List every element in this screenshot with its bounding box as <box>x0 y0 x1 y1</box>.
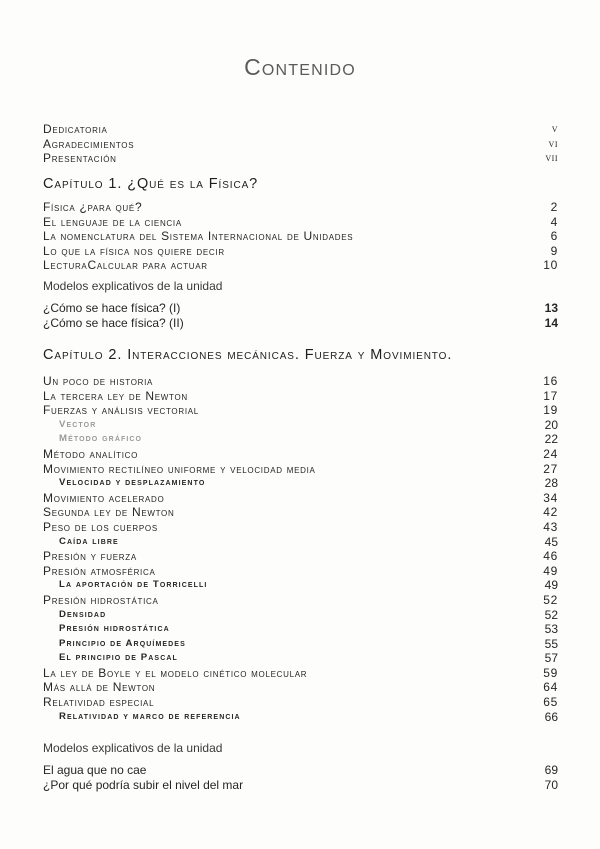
chapter-2-heading: Capítulo 2. Interacciones mecánicas. Fuerza y Movimiento. <box>43 347 453 363</box>
toc-subentry[interactable] <box>43 608 558 623</box>
toc-entry-page: 70 <box>544 777 558 792</box>
toc-subentry[interactable] <box>43 535 558 550</box>
toc-subentry[interactable] <box>43 578 558 593</box>
toc-entry[interactable] <box>43 258 558 273</box>
chapter-2-models-list <box>43 763 558 792</box>
toc-entry-label: Presión y fuerza <box>43 549 137 564</box>
toc-subentry[interactable] <box>43 476 558 491</box>
toc-entry-label: Vector <box>59 418 97 430</box>
toc-entry-page: 2 <box>550 200 558 214</box>
toc-subentry[interactable] <box>43 637 558 652</box>
toc-entry[interactable] <box>43 549 558 564</box>
toc-entry-page: 53 <box>544 622 558 637</box>
toc-entry-label: Peso de los cuerpos <box>43 519 158 534</box>
toc-entry-page: 34 <box>543 490 558 505</box>
toc-subentry[interactable] <box>43 710 558 725</box>
toc-subentry[interactable] <box>43 622 558 637</box>
toc-entry-label: Presión hidrostática <box>59 623 170 635</box>
toc-entry-page: 24 <box>543 446 558 461</box>
toc-entry-page: 14 <box>544 315 558 330</box>
toc-entry-page: 28 <box>544 476 558 491</box>
toc-entry-page: 22 <box>544 432 558 447</box>
toc-entry-label: La nomenclatura del Sistema Internacional de Unidades <box>43 229 354 244</box>
toc-entry-page: 55 <box>544 636 558 651</box>
toc-entry[interactable] <box>43 666 558 681</box>
toc-entry-page: vii <box>545 152 558 165</box>
toc-entry-label: Presión atmosférica <box>43 563 156 578</box>
toc-entry-page: 20 <box>544 417 558 432</box>
models-heading: Modelos explicativos de la unidad <box>43 741 223 755</box>
toc-entry[interactable] <box>43 778 558 793</box>
toc-entry[interactable] <box>43 505 558 520</box>
toc-entry-label: Método analítico <box>43 446 139 461</box>
toc-entry-page: 46 <box>543 549 558 564</box>
toc-entry[interactable] <box>43 301 558 316</box>
toc-entry-page: 17 <box>543 388 558 403</box>
toc-entry-page: 49 <box>544 578 558 593</box>
chapter-2-list <box>43 374 558 724</box>
toc-subentry[interactable] <box>43 651 558 666</box>
toc-entry-label: Relatividad especial <box>43 695 155 710</box>
toc-entry-page: 16 <box>543 374 558 388</box>
toc-entry-page: 4 <box>550 214 558 229</box>
toc-entry-label: El lenguaje de la ciencia <box>43 214 182 229</box>
toc-entry-page: 64 <box>543 680 558 695</box>
toc-entry-label: Movimiento acelerado <box>43 490 165 505</box>
toc-entry[interactable] <box>43 564 558 579</box>
toc-subentry[interactable] <box>43 432 558 447</box>
toc-entry[interactable] <box>43 593 558 608</box>
toc-entry[interactable] <box>43 695 558 710</box>
toc-entry[interactable] <box>43 122 558 137</box>
toc-entry[interactable] <box>43 229 558 244</box>
toc-entry[interactable] <box>43 520 558 535</box>
toc-entry-page: 13 <box>544 301 558 315</box>
toc-entry-page: 52 <box>544 607 558 622</box>
toc-subentry[interactable] <box>43 418 558 433</box>
toc-entry[interactable] <box>43 491 558 506</box>
toc-entry[interactable] <box>43 389 558 404</box>
toc-entry-label: Más allá de Newton <box>43 680 156 695</box>
toc-entry-label: ¿Cómo se hace física? (I) <box>43 301 181 315</box>
toc-entry[interactable] <box>43 137 558 152</box>
toc-entry[interactable] <box>43 447 558 462</box>
toc-entry[interactable] <box>43 374 558 389</box>
toc-entry-label: Método gráfico <box>59 433 143 445</box>
toc-entry[interactable] <box>43 680 558 695</box>
toc-entry-label: Caída libre <box>59 535 119 547</box>
toc-entry-page: 9 <box>550 243 558 258</box>
toc-entry-label: Fuerzas y análisis vectorial <box>43 403 199 418</box>
toc-entry-label: El agua que no cae <box>43 763 147 777</box>
toc-entry-page: v <box>551 123 558 135</box>
toc-entry[interactable] <box>43 316 558 331</box>
toc-entry-label: Principio de Arquímedes <box>59 637 186 649</box>
toc-entry-label: Presión hidrostática <box>43 592 159 607</box>
toc-entry-page: 66 <box>544 709 558 724</box>
toc-entry-page: 6 <box>550 229 558 244</box>
toc-entry-label: Un poco de historia <box>43 374 154 388</box>
toc-entry-page: 45 <box>544 534 558 549</box>
toc-entry-label: LecturaCalcular para actuar <box>43 258 208 273</box>
models-heading: Modelos explicativos de la unidad <box>43 279 223 293</box>
toc-entry-label: Velocidad y desplazamiento <box>59 477 206 489</box>
toc-entry-label: Segunda ley de Newton <box>43 505 175 520</box>
toc-entry-label: Física ¿para qué? <box>43 200 143 214</box>
toc-entry[interactable] <box>43 244 558 259</box>
toc-entry[interactable] <box>43 763 558 778</box>
toc-entry-label: El principio de Pascal <box>59 652 178 664</box>
page-title: Contenido <box>244 54 356 80</box>
toc-entry-page: vi <box>548 137 558 150</box>
toc-entry-page: 43 <box>543 519 558 534</box>
toc-entry-page: 49 <box>543 563 558 578</box>
toc-entry-label: Densidad <box>59 608 107 620</box>
toc-entry[interactable] <box>43 462 558 477</box>
toc-entry-label: Relatividad y marco de referencia <box>59 710 241 722</box>
chapter-1-list <box>43 200 558 273</box>
toc-entry-label: Dedicatoria <box>43 122 108 136</box>
toc-entry-label: Presentación <box>43 151 117 166</box>
toc-entry-label: Movimiento rectilíneo uniforme y velocidad media <box>43 461 316 476</box>
toc-entry-label: ¿Cómo se hace física? (II) <box>43 315 184 330</box>
toc-entry-label: Lo que la física nos quiere decir <box>43 243 225 258</box>
toc-entry-page: 10 <box>543 258 558 273</box>
toc-entry-page: 57 <box>544 651 558 666</box>
toc-entry-page: 19 <box>543 403 558 418</box>
toc-entry-page: 59 <box>543 665 558 680</box>
toc-entry-page: 65 <box>543 695 558 710</box>
chapter-1-heading: Capítulo 1. ¿Qué es la Física? <box>43 176 259 192</box>
front-matter-list <box>43 122 558 166</box>
toc-entry-page: 42 <box>543 505 558 520</box>
toc-entry[interactable] <box>43 403 558 418</box>
toc-entry-label: La ley de Boyle y el modelo cinético molecular <box>43 665 308 680</box>
toc-entry-label: La aportación de Torricelli <box>59 579 208 591</box>
toc-entry-page: 52 <box>543 592 558 607</box>
toc-entry-label: La tercera ley de Newton <box>43 388 188 403</box>
toc-entry-label: Agradecimientos <box>43 136 135 151</box>
toc-entry[interactable] <box>43 200 558 215</box>
toc-entry[interactable] <box>43 215 558 230</box>
toc-entry-label: ¿Por qué podría subir el nivel del mar <box>43 777 244 792</box>
toc-entry[interactable] <box>43 151 558 166</box>
chapter-1-models-list <box>43 301 558 330</box>
toc-entry-page: 69 <box>544 763 558 777</box>
toc-entry-page: 27 <box>543 461 558 476</box>
